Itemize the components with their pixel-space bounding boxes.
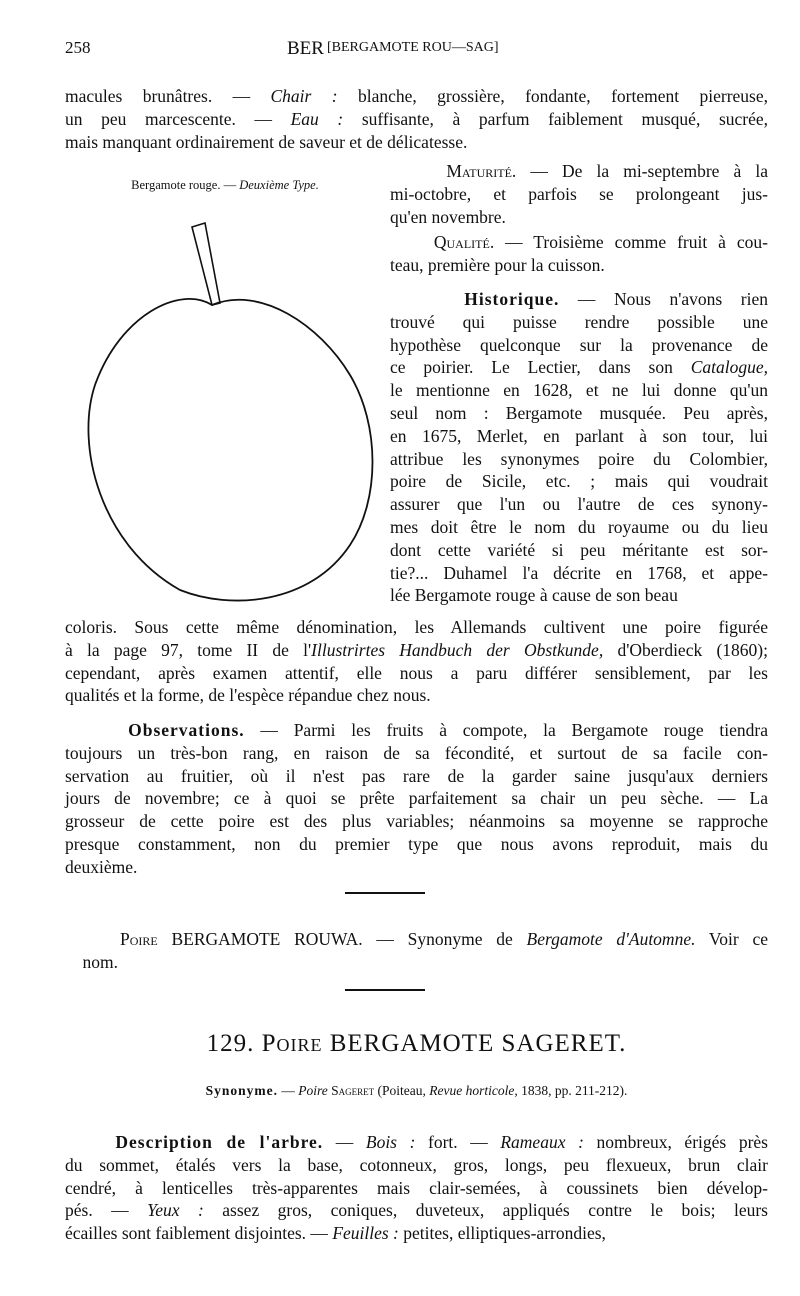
text-segment: à la page 97, tome II de l' xyxy=(65,639,312,660)
text-segment: coloris. Sous cette même dénomination, les Allemands cultivent une poire figurée xyxy=(65,617,768,637)
historique-continuation xyxy=(65,616,768,707)
text-line xyxy=(65,616,768,639)
text-segment: en 1675, Merlet, en parlant à son tour, lui xyxy=(390,425,768,446)
text-segment: Chair : xyxy=(270,86,338,106)
text-line xyxy=(65,719,768,742)
text-segment: grosseur de cette poire est des plus variables; néanmoins sa moyenne se rapproche xyxy=(65,811,768,832)
running-section: [BERGAMOTE ROU—SAG] xyxy=(327,40,499,55)
text-segment: jours de novembre; ce à quoi se prête parfaitement sa chair un peu sèche. — La xyxy=(65,788,768,809)
text-line xyxy=(390,288,768,311)
text-segment: trouvé qui puisse rendre possible une xyxy=(390,311,768,332)
ref-close: , 1838, pp. 211-212). xyxy=(514,1083,628,1098)
text-segment: — xyxy=(323,1132,366,1152)
text-segment: cependant, après examen attentif, elle nous a paru différer sensiblement, par les xyxy=(65,662,768,683)
synonyme-label: Synonyme. xyxy=(205,1083,278,1098)
text-segment: macules brunâtres. — xyxy=(65,86,271,106)
text-line xyxy=(65,1131,768,1154)
text-segment: pés. — xyxy=(65,1200,148,1221)
text-line xyxy=(65,1154,768,1177)
text-segment xyxy=(65,929,120,949)
observations-paragraph xyxy=(65,719,768,879)
text-segment: Maturité. xyxy=(446,161,517,181)
text-segment: assurer que l'un ou l'autre de ces synony- xyxy=(390,494,768,515)
text-line xyxy=(390,254,768,277)
text-line xyxy=(390,493,768,516)
text-line xyxy=(65,1177,768,1200)
text-line xyxy=(390,183,768,206)
text-segment: Historique. xyxy=(464,289,560,309)
text-segment: Description de l'arbre. xyxy=(115,1132,324,1152)
entry-prefix: Poire xyxy=(261,1030,323,1057)
synonyme-poire: Poire xyxy=(298,1083,332,1098)
text-segment: — Troisième comme fruit à cou- xyxy=(494,232,768,252)
rouwa-entry xyxy=(65,928,768,974)
text-line xyxy=(390,448,768,471)
pear-outline xyxy=(88,299,372,601)
text-line xyxy=(65,108,768,131)
text-segment: dont cette variété si peu méritante est sor- xyxy=(390,539,768,560)
text-line xyxy=(390,562,768,585)
text-line xyxy=(65,742,768,765)
text-segment: presque constamment, non du premier type que nous avons reproduit, mais du xyxy=(65,833,768,854)
text-segment: blanche, grossière, fondante, fortement pierreuse, xyxy=(337,86,768,106)
text-line xyxy=(65,951,768,974)
text-segment: nombreux, érigés près xyxy=(583,1132,768,1152)
text-segment: attribue les synonymes poire du Colombier, xyxy=(390,448,768,469)
text-segment: tie?... Duhamel l'a décrite en 1768, et appe- xyxy=(390,562,768,583)
text-segment: Catalogue, xyxy=(690,357,768,378)
text-segment: deuxième. xyxy=(65,856,138,877)
qualite-paragraph xyxy=(390,231,768,277)
text-segment: Feuilles : xyxy=(332,1223,399,1244)
entry-title xyxy=(65,1030,768,1058)
text-segment: mais manquant ordinairement de saveur et de délicatesse. xyxy=(65,131,468,152)
figure-caption xyxy=(80,178,370,193)
text-line xyxy=(65,833,768,856)
text-segment: assez gros, coniques, duveteux, appliqués contre le bois; leurs xyxy=(203,1200,768,1221)
text-segment: mi-octobre, et parfois se prolongeant jus- xyxy=(390,183,768,204)
synonyme-line xyxy=(65,1083,768,1099)
text-segment: ce poirier. Le Lectier, dans son xyxy=(390,357,691,378)
text-segment: hypothèse quelconque sur la provenance de xyxy=(390,334,768,355)
text-segment: le mentionne en 1628, et ne lui donne qu'un xyxy=(390,380,768,401)
text-segment: Eau : xyxy=(290,108,344,129)
text-segment: suffisante, à parfum faiblement musqué, sucrée, xyxy=(343,108,769,129)
text-segment: teau, première pour la cuisson. xyxy=(390,254,605,275)
text-line xyxy=(390,311,768,334)
ref-open: (Poiteau, xyxy=(374,1083,430,1098)
text-line xyxy=(65,928,768,951)
text-segment: — De la mi-septembre à la xyxy=(516,161,769,181)
text-segment: qu'en novembre. xyxy=(390,206,506,227)
text-segment: — Parmi les fruits à compote, la Bergamote rouge tiendra xyxy=(244,720,768,740)
text-segment: un peu marcescente. — xyxy=(65,108,291,129)
text-line xyxy=(390,356,768,379)
text-segment: du sommet, étalés vers la base, cotonneux, gros, longs, peu flexueux, brun clair xyxy=(65,1154,768,1175)
pear-illustration xyxy=(60,215,390,610)
intro-paragraph xyxy=(65,85,768,153)
text-segment xyxy=(390,161,446,181)
text-line xyxy=(390,206,768,229)
text-segment: servation au fruitier, où il n'est pas rare de la garder saine jusqu'aux derniers xyxy=(65,765,768,786)
text-line xyxy=(65,856,768,879)
text-segment: Bergamote d'Automne. xyxy=(526,929,696,949)
entry-name: BERGAMOTE SAGERET. xyxy=(322,1030,627,1057)
synonyme-sageret: Sageret xyxy=(331,1083,375,1098)
text-segment: cendré, à lenticelles très-apparentes mais clair-semées, à coussinets bien dévelop- xyxy=(65,1177,768,1198)
text-line xyxy=(65,85,768,108)
text-segment: poire de Sicile, etc. ; mais qui voudrait xyxy=(390,471,768,492)
text-line xyxy=(65,684,768,707)
divider xyxy=(345,989,425,991)
text-line xyxy=(65,787,768,810)
text-segment: Rameaux : xyxy=(500,1132,584,1152)
text-line xyxy=(390,402,768,425)
text-segment: Voir ce xyxy=(695,929,768,949)
caption-main: Bergamote rouge. — xyxy=(131,178,240,192)
text-line xyxy=(65,810,768,833)
entry-number: 129. xyxy=(206,1030,262,1057)
text-line xyxy=(65,1222,768,1245)
text-segment: écailles sont faiblement disjointes. — xyxy=(65,1223,333,1244)
text-segment: BERGAMOTE ROUWA. — Synonyme de xyxy=(157,929,527,949)
text-segment xyxy=(65,720,128,740)
text-segment: Bois : xyxy=(365,1132,416,1152)
text-segment: d'Oberdieck (1860); xyxy=(603,639,768,660)
text-segment: — Nous n'avons rien xyxy=(559,289,768,309)
text-line xyxy=(390,160,768,183)
text-line xyxy=(390,539,768,562)
divider xyxy=(345,892,425,894)
text-line xyxy=(390,470,768,493)
text-line xyxy=(390,516,768,539)
text-segment: Poire xyxy=(119,929,158,949)
text-line xyxy=(65,1199,768,1222)
caption-italic: Deuxième Type. xyxy=(239,178,319,192)
text-segment: lée Bergamote rouge à cause de son beau xyxy=(390,585,678,606)
text-segment xyxy=(65,1132,115,1152)
historique-paragraph xyxy=(390,288,768,607)
text-segment: qualités et la forme, de l'espèce répandue chez nous. xyxy=(65,685,431,706)
text-segment: Observations. xyxy=(128,720,245,740)
text-line xyxy=(65,662,768,685)
page-number: 258 xyxy=(65,38,91,57)
text-segment: petites, elliptiques-arrondies, xyxy=(398,1223,606,1244)
text-segment: mes doit être le nom du royaume ou du lieu xyxy=(390,516,768,537)
ref-journal: Revue horticole xyxy=(429,1083,515,1098)
text-line xyxy=(390,425,768,448)
text-segment: Qualité. xyxy=(433,232,495,252)
pear-stem xyxy=(192,223,220,305)
text-line xyxy=(390,379,768,402)
text-segment: nom. xyxy=(65,951,118,972)
text-segment: Illustrirtes Handbuch der Obstkunde, xyxy=(311,639,604,660)
text-segment: toujours un très-bon rang, en raison de sa fécondité, et surtout de sa facile con- xyxy=(65,742,768,763)
maturite-paragraph xyxy=(390,160,768,228)
text-line xyxy=(390,334,768,357)
text-segment: seul nom : Bergamote musquée. Peu après, xyxy=(390,402,768,423)
text-segment: fort. — xyxy=(415,1132,501,1152)
text-segment: Yeux : xyxy=(147,1200,204,1221)
text-line xyxy=(65,639,768,662)
dash: — xyxy=(277,1083,299,1098)
text-line xyxy=(390,584,768,607)
text-line xyxy=(65,765,768,788)
running-title: BER xyxy=(287,38,324,59)
description-paragraph xyxy=(65,1131,768,1245)
text-line xyxy=(65,131,768,154)
text-segment xyxy=(390,289,464,309)
text-line xyxy=(390,231,768,254)
text-segment xyxy=(390,232,434,252)
